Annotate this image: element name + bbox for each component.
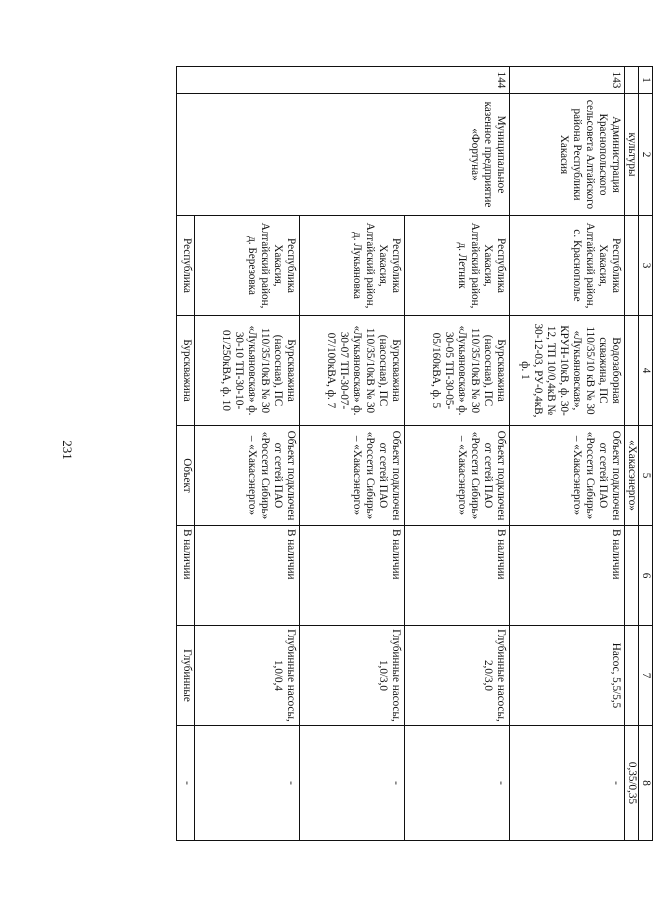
page-number: 231 [60,440,75,460]
power-cell: - [300,726,405,841]
connection-cell: Объект подключен от сетей ПАО «Россети Сибирь» – «Хакасэнерго» [300,426,405,526]
location-cell: Республика [177,216,195,316]
carryover-row [625,67,639,841]
carryover-text: 0,35/0,35 [625,726,639,841]
table-cell [625,67,639,94]
power-cell: - [177,726,195,841]
column-number: 7 [639,626,653,726]
object-cell: Водозаборная скважина, ПС 110/35/10 кВ № 30 «Лукьяновская», КРУН-10кВ, ф. 30-12, ТП 10/0,4кВ № 30-12-03, РУ-0,4кВ, ф. 1 [510,316,625,426]
connection-cell: Объект [177,426,195,526]
connection-cell: Объект подключен от сетей ПАО «Россети Сибирь» – «Хакасэнерго» [510,426,625,526]
table-cell [625,316,639,426]
connection-cell: Объект подключен от сетей ПАО «Россети Сибирь» – «Хакасэнерго» [405,426,510,526]
column-number: 3 [639,216,653,316]
object-cell: Бурскважина [177,316,195,426]
location-cell: Республика Хакасия, Алтайский район, д. Березовка [195,216,300,316]
column-number: 1 [639,67,653,94]
power-cell: - [510,726,625,841]
availability-cell: В наличии [405,526,510,626]
equipment-cell: Глубинные [177,626,195,726]
column-number: 5 [639,426,653,526]
availability-cell: В наличии [177,526,195,626]
location-cell: Республика Хакасия, Алтайский район, д. Лукьяновка [300,216,405,316]
power-cell: - [195,726,300,841]
object-cell: Бурскважина (насосная), ПС 110/35/10кВ № 30 «Лукьяновская» ф. 30-05 ТП-30-05-05/160кВА, ф. 5 [405,316,510,426]
power-cell: - [405,726,510,841]
column-number: 4 [639,316,653,426]
location-cell: Республика Хакасия, Алтайский район, с. Краснополье [510,216,625,316]
organization-cell: Администрация Краснопольского сельсовета Алтайского района Республики Хакасия [510,94,625,216]
table-cell [625,626,639,726]
equipment-cell: Глубинные насосы, 2,0/3,0 [405,626,510,726]
data-table [176,66,653,841]
availability-cell: В наличии [510,526,625,626]
organization-cell: Муниципальное казенное предприятие «Фортуна» [177,94,510,216]
equipment-cell: Глубинные насосы, 1,0/3,0 [300,626,405,726]
table-cell [625,216,639,316]
equipment-cell: Насос, 5,5/5,5 [510,626,625,726]
row-number: 143 [510,67,625,94]
location-cell: Республика Хакасия, Алтайский район, д. Летник [405,216,510,316]
object-cell: Бурскважина (насосная), ПС 110/35/10кВ № 30 «Лукьяновская» ф. 30-10 ТП-30-10-01/250кВА, ф. 10 [195,316,300,426]
table-row [405,67,510,841]
availability-cell: В наличии [195,526,300,626]
row-number: 144 [177,67,510,94]
object-cell: Бурскважина (насосная), ПС 110/35/10кВ № 30 «Лукьяновская» ф. 30-07 ТП-30-07-07/100кВА, ф. 7 [300,316,405,426]
carryover-text: культуры [625,94,639,216]
column-number: 6 [639,526,653,626]
availability-cell: В наличии [300,526,405,626]
connection-cell: Объект подключен от сетей ПАО «Россети Сибирь» – «Хакасэнерго» [195,426,300,526]
equipment-cell: Глубинные насосы, 1,0/0,4 [195,626,300,726]
table-cell [625,526,639,626]
carryover-text: «Хакасэнерго» [625,426,639,526]
column-number: 2 [639,94,653,216]
column-number: 8 [639,726,653,841]
column-number-row [639,67,653,841]
table-row [510,67,625,841]
